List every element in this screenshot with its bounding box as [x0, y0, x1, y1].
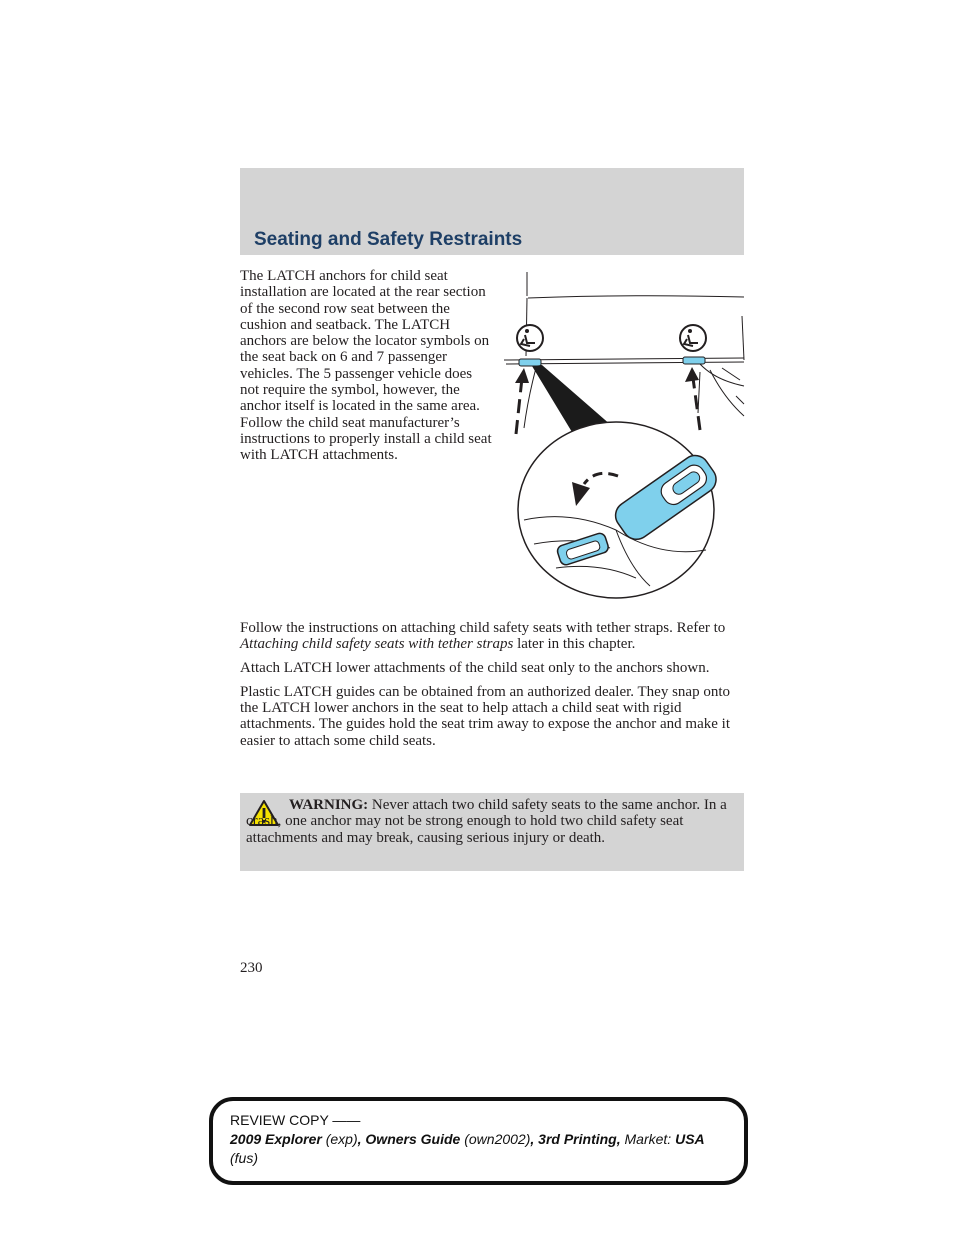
attach-latch-paragraph: Attach LATCH lower attachments of the child seat only to the anchors shown. [240, 660, 710, 677]
intro-paragraph: The LATCH anchors for child seat installation are located at the rear section of the second row seat between the cushion and seatback. The LATCH anchors are below the locator symbols on the seat back on 6 and 7 passenger vehicles. The 5 passenger vehicle does not require the symbol, however, the anchor itself is located in the same area. Follow the child seat manufacturer’s instructions to properly install a child seat with LATCH attachments. [240, 268, 492, 464]
body-paragraphs [240, 620, 746, 757]
cross-reference-link: Attaching child safety seats with tether straps [240, 636, 514, 653]
warning-label: WARNING: [289, 797, 369, 813]
tether-reference-paragraph: Follow the instructions on attaching child safety seats with tether straps. Refer to Attaching child safety seats with tether straps later in this chapter. [240, 620, 726, 653]
section-header-band [240, 168, 744, 255]
page-number: 230 [240, 960, 263, 976]
warning-box [240, 793, 744, 871]
warning-text: WARNING: Never attach two child safety seats to the same anchor. In a crash, one anchor may not be strong enough to hold two child safety seat attachments and may break, causing serious injury or death. [246, 797, 727, 846]
section-title: Seating and Safety Restraints [254, 229, 523, 250]
child-seat-locator-icon [680, 325, 706, 351]
latch-guides-paragraph: Plastic LATCH guides can be obtained from an authorized dealer. They snap onto the LATCH lower anchors in the seat to help attach a child seat with rigid attachments. The guides hold the seat trim away to expose the anchor and make it easier to attach some child seats. [240, 683, 731, 749]
latch-anchor-illustration [500, 268, 746, 604]
review-copy-label: REVIEW COPY —— [230, 1112, 361, 1128]
child-seat-locator-icon [517, 325, 543, 351]
review-copy-footer: REVIEW COPY —— 2009 Explorer (exp), Owners Guide (own2002), 3rd Printing, Market: USA (fus) [209, 1097, 748, 1185]
